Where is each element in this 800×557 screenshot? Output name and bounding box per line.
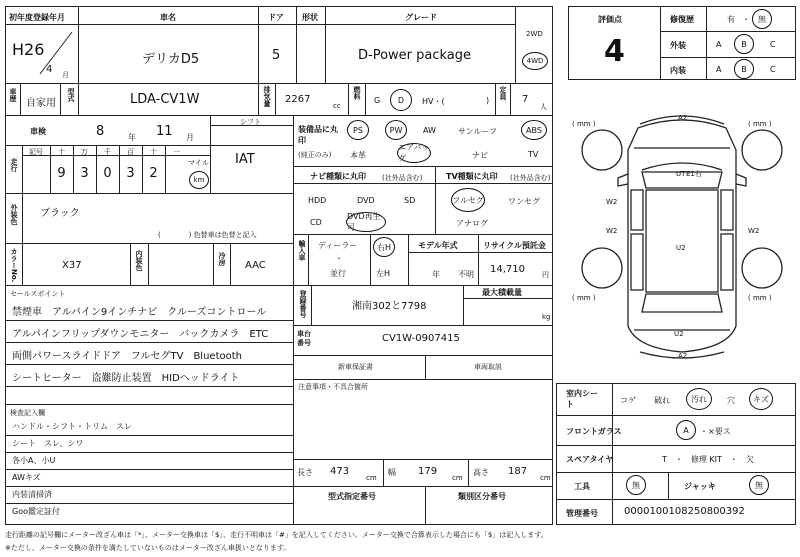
sales-label: セールスポイント (10, 290, 66, 298)
pw-circle (385, 120, 407, 140)
color-code-value: X37 (62, 260, 82, 271)
dvd-play-circle (346, 212, 386, 232)
height-value: 187 (508, 466, 528, 477)
grade-value: D-Power package (358, 48, 472, 63)
month-unit: 月 (62, 71, 69, 79)
tv-label: TV種類に丸印 (446, 172, 498, 181)
exterior-a: A (716, 40, 722, 49)
ac-value: AAC (245, 260, 266, 271)
seat-ana: 穴 (727, 396, 735, 405)
seat-label: 室内シート (566, 389, 598, 409)
ps-circle (347, 120, 369, 140)
repair-label: 修復歴 (670, 15, 694, 24)
damage-mark: W2 (606, 227, 618, 235)
drive-2wd: 2WD (526, 30, 543, 38)
jack-none-circle (749, 475, 769, 495)
equipment-abs: ABS (526, 125, 542, 135)
grade-label: グレード (405, 13, 437, 22)
interior-a: A (716, 65, 722, 74)
svg-text:( mm ): ( mm ) (748, 120, 772, 128)
car-name-value: デリカD5 (142, 52, 200, 67)
recycle-label: リサイクル預託金 (483, 241, 546, 250)
eval-label: 評価点 (598, 15, 622, 24)
navi-hdd: HDD (308, 196, 327, 205)
usage-label: 車歴 (9, 88, 17, 102)
mileage-digit: 3 (80, 166, 89, 181)
exterior-c: C (770, 40, 776, 49)
fuel-d: D (397, 95, 405, 105)
equipment-ps: PS (353, 125, 363, 135)
km-circle (189, 171, 209, 189)
repair-no: 無 (758, 14, 766, 24)
equipment-tv: TV (528, 150, 539, 159)
damage-mark: A2 (678, 352, 688, 360)
import-dealer: ディーラー (318, 241, 358, 250)
inspection-year: 8 (96, 124, 105, 139)
model-year-unknown: 不明 (458, 270, 474, 279)
capacity-value: 7 (522, 94, 529, 105)
notes-label: 注意事項・不具合箇所 (298, 383, 368, 391)
mileage-digit-label: 万 (81, 148, 88, 156)
type-label: 型式 (67, 88, 75, 102)
reg-label: 登録番号 (299, 290, 307, 318)
max-load-label: 最大積載量 (482, 288, 522, 297)
fuel-close: ) (486, 96, 490, 105)
exterior-label: 外装 (670, 41, 686, 50)
airbag-circle (397, 143, 431, 163)
damage-mark: A2 (678, 114, 688, 122)
shape-label: 形状 (302, 13, 318, 22)
equipment-leather: 本革 (350, 151, 366, 160)
inspection-month-unit: 月 (186, 133, 194, 142)
drive-4wd-circle (522, 52, 548, 70)
displacement-value: 2267 (285, 94, 311, 105)
fullseg-circle (451, 188, 485, 212)
exterior-b: B (741, 39, 747, 49)
tv-oneseg: ワンセグ (508, 197, 540, 206)
navi-label: ナビ種類に丸印 (310, 172, 366, 181)
drive-4wd: 4WD (526, 57, 544, 65)
damage-mark: UT (676, 170, 686, 178)
damage-mark: U2 (676, 244, 686, 252)
equipment-label: 装備品に丸印 (298, 125, 338, 145)
mgmt-label: 管理番号 (566, 509, 598, 518)
recycle-yen: 円 (542, 271, 549, 279)
ac-label: 冷房 (218, 252, 226, 266)
mileage-digit-label: 十 (58, 148, 65, 156)
tv-fullseg: フルセグ (452, 195, 484, 205)
seat-yogore-circle (686, 388, 712, 410)
car-name-label: 車名 (160, 13, 176, 22)
max-load-kg: kg (542, 313, 551, 321)
height-label: 高さ (473, 468, 489, 477)
length-label: 長さ (297, 468, 313, 477)
inspection-label: 車検 (30, 127, 46, 136)
mileage-digit-label: 千 (104, 148, 111, 156)
mileage-digit: 0 (103, 166, 112, 181)
equipment-airbag: エアバッグ (398, 143, 430, 163)
color-code-label: カラーNo. (10, 248, 18, 283)
inspection-month: 11 (156, 124, 173, 139)
navi-cd: CD (310, 218, 322, 227)
inspect-line: 内装清掃済 (12, 490, 52, 499)
inspect-line: AWキズ (12, 473, 41, 482)
inspection-year-unit: 年 (128, 133, 136, 142)
model-code: LDA-CV1W (130, 92, 200, 107)
seat-yogore: 汚れ (691, 394, 707, 404)
tool-none-circle (626, 475, 646, 495)
class-num-label: 類別区分番号 (458, 492, 506, 501)
mileage-digit-label: 十 (150, 148, 157, 156)
right-hand-circle (373, 237, 395, 257)
mileage-digit: 3 (126, 166, 135, 181)
year-label: 初年度登録年月 (9, 13, 65, 22)
navi-sub: (社外品含む) (382, 174, 423, 182)
sales-line: アルパインフリップダウンモニター バックカメラ ETC (12, 329, 269, 340)
sales-line: 禁煙車 アルパイン9インチナビ クルーズコントロール (12, 307, 267, 318)
interior-b: B (741, 64, 747, 74)
warranty-label: 新車保証書 (338, 363, 373, 371)
jack-label: ジャッキ (684, 482, 716, 491)
mileage-digit: 2 (149, 166, 158, 181)
seat-kizu-circle (749, 388, 773, 410)
glass-label: フロントガラス (566, 427, 622, 436)
svg-text:( mm ): ( mm ) (572, 294, 596, 302)
import-label: 輸入車 (298, 240, 306, 261)
inspect-line: Goo鑑定証付 (12, 507, 60, 516)
fuel-g: G (374, 96, 381, 105)
recycle-value: 14,710 (490, 264, 525, 275)
door-value: 5 (272, 48, 281, 63)
month-value: 4 (46, 64, 53, 75)
import-parallel: 並行 (330, 269, 346, 278)
chassis-label: 車台番号 (297, 330, 311, 347)
equipment-sub: (純正のみ) (298, 151, 332, 159)
interior-b-circle (734, 59, 754, 79)
color-label: 外装色 (10, 204, 18, 225)
footer-line2: ※ただし、メーター交換の条件を満たしていないものはメーター改ざん車扱いとなります。 (5, 544, 291, 552)
year-value: H26 (12, 40, 45, 59)
inspect-line: ハンドル・シフト・トリム スレ (12, 422, 132, 431)
km-unit: km (193, 176, 205, 184)
shift-label: シフト (240, 118, 261, 126)
equipment-pw: PW (389, 125, 403, 135)
car-diagram (568, 90, 796, 380)
repair-dot: ・ (742, 15, 750, 24)
equipment-aw: AW (423, 126, 436, 135)
repair-yes: 有 (727, 15, 735, 24)
footer-line1: 走行距離の記号欄にメーター改ざん車は「*」、メーター交換車は「$」、走行不明車は「#」を記入してください。メーター交換で合算表示した場合にも「$」は記入します。 (5, 531, 548, 539)
capacity-unit: 人 (540, 103, 547, 111)
damage-mark: W2 (606, 198, 618, 206)
import-right: 右H (376, 242, 391, 252)
exterior-b-circle (734, 34, 754, 54)
damage-mark: U2 (674, 330, 684, 338)
usage-value: 自家用 (26, 98, 56, 109)
repair-no-circle (752, 9, 772, 29)
mgmt-value: 0000100108250800392 (624, 506, 745, 517)
fuel-label: 燃料 (353, 86, 361, 100)
inspect-notes-label: 検査記入欄 (10, 409, 45, 417)
navi-dvd: DVD (357, 196, 375, 205)
mileage-digit-label: 一 (173, 148, 180, 156)
shift-value: IAT (235, 152, 255, 167)
svg-text:( mm ): ( mm ) (748, 294, 772, 302)
sales-line: シートヒーター 盗難防止装置 HIDヘッドライト (12, 373, 240, 384)
fuel-hv: HV・( (422, 97, 445, 106)
tool-label: 工具 (574, 482, 590, 491)
door-label: ドア (268, 13, 284, 22)
seat-koge: コゲ (620, 396, 636, 405)
interior-label: 内装 (670, 66, 686, 75)
length-cm: cm (366, 474, 377, 482)
glass-a: A (683, 425, 689, 435)
abs-circle (521, 120, 547, 140)
width-label: 幅 (388, 468, 396, 477)
inspect-line: シート スレ、シワ (12, 439, 84, 448)
glass-rest: ・×要ス (700, 427, 731, 436)
mileage-label: 走行 (10, 158, 18, 172)
width-value: 179 (418, 466, 438, 477)
length-value: 473 (330, 466, 350, 477)
fuel-d-circle (390, 89, 412, 111)
interior-c: C (770, 65, 776, 74)
navi-sd: SD (404, 196, 416, 205)
import-left: 左H (376, 269, 391, 278)
cc-unit: cc (333, 102, 341, 110)
mileage-digit-label: 記号 (29, 148, 43, 156)
seat-yabure: 破れ (654, 396, 670, 405)
spare-items: T ・ 修理 KIT ・ 欠 (662, 455, 754, 464)
tv-analog: アナログ (456, 219, 488, 228)
damage-mark: E1右 (686, 170, 702, 178)
tool-none: 無 (632, 480, 640, 490)
spare-label: スペアタイヤ (566, 455, 614, 464)
damage-mark: W2 (748, 227, 760, 235)
seat-kizu: キズ (753, 394, 769, 404)
sales-line: 両側パワースライドドア フルセグTV Bluetooth (12, 351, 242, 362)
interior-color-label: 内装色 (135, 250, 143, 271)
color-note: ( ) 色替車は色替と記入 (158, 231, 257, 239)
capacity-label: 定員 (499, 86, 507, 100)
model-year-label: モデル年式 (418, 241, 458, 250)
reg-value: 湘南302と7798 (352, 301, 427, 312)
width-cm: cm (452, 474, 463, 482)
jack-none: 無 (755, 480, 763, 490)
mile-label: マイル (188, 159, 209, 167)
glass-a-circle (676, 420, 696, 440)
svg-text:( mm ): ( mm ) (572, 120, 596, 128)
eval-score: 4 (604, 34, 625, 69)
equipment-sunroof: サンルーフ (458, 127, 497, 136)
import-dot: ・ (335, 254, 343, 263)
equipment-navi: ナビ (472, 151, 488, 160)
mileage-digit: 9 (57, 166, 66, 181)
slash-divider (36, 28, 76, 78)
mileage-digit-label: 百 (127, 148, 134, 156)
type-num-label: 型式指定番号 (328, 492, 376, 501)
manual-label: 車両取説 (474, 363, 502, 371)
height-cm: cm (540, 474, 551, 482)
model-year-unit: 年 (432, 270, 440, 279)
chassis-value: CV1W-0907415 (382, 333, 460, 344)
tv-sub: (社外品含む) (510, 174, 551, 182)
inspect-line: 各小A、小U (12, 456, 56, 465)
color-value: ブラック (40, 208, 80, 219)
displacement-label: 排気量 (263, 86, 271, 107)
navi-dvd-play: DVD再生可 (347, 212, 381, 232)
